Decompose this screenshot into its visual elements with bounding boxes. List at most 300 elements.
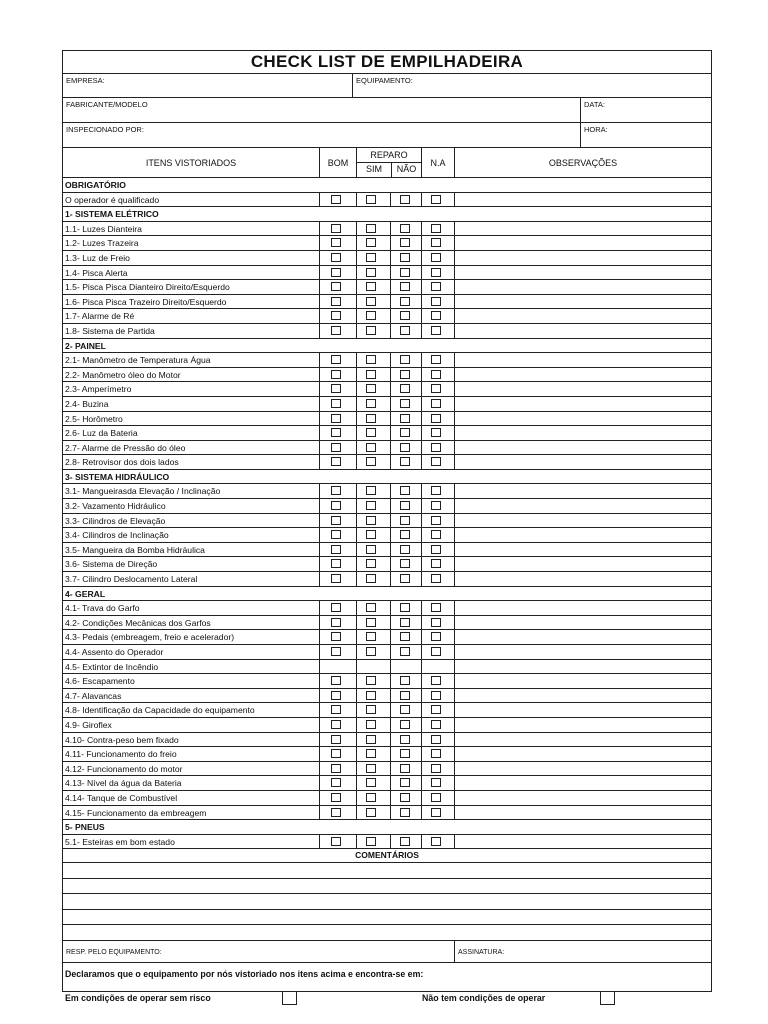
sim-checkbox[interactable] xyxy=(366,311,376,320)
nao-checkbox[interactable] xyxy=(400,574,410,583)
item-row xyxy=(63,572,711,587)
col-bom-cell xyxy=(319,791,356,805)
na-checkbox[interactable] xyxy=(431,443,441,452)
col-sim-cell xyxy=(356,601,390,615)
sim-checkbox[interactable] xyxy=(366,253,376,262)
comment-line[interactable] xyxy=(63,925,711,941)
observation-field[interactable] xyxy=(454,426,711,440)
sim-checkbox[interactable] xyxy=(366,457,376,466)
col-sim-cell xyxy=(356,280,390,294)
bom-checkbox[interactable] xyxy=(331,399,341,408)
na-checkbox[interactable] xyxy=(431,705,441,714)
bom-checkbox[interactable] xyxy=(331,195,341,204)
sim-checkbox[interactable] xyxy=(366,559,376,568)
col-sim-cell xyxy=(356,543,390,557)
observation-field[interactable] xyxy=(454,660,711,674)
col-sim-cell xyxy=(356,426,390,440)
observation-field[interactable] xyxy=(454,222,711,236)
bom-checkbox[interactable] xyxy=(331,647,341,656)
observation-field[interactable] xyxy=(454,295,711,309)
na-checkbox[interactable] xyxy=(431,326,441,335)
item-label: 2.2- Manômetro óleo do Motor xyxy=(65,369,181,380)
item-row xyxy=(63,455,711,470)
assinatura-field[interactable]: ASSINATURA: xyxy=(454,941,711,962)
nao-checkbox[interactable] xyxy=(400,676,410,685)
bom-checkbox[interactable] xyxy=(331,326,341,335)
nao-checkbox[interactable] xyxy=(400,355,410,364)
item-row xyxy=(63,689,711,704)
observation-field[interactable] xyxy=(454,791,711,805)
bom-checkbox[interactable] xyxy=(331,224,341,233)
na-checkbox[interactable] xyxy=(431,486,441,495)
na-checkbox[interactable] xyxy=(431,399,441,408)
observation-field[interactable] xyxy=(454,353,711,367)
observation-field[interactable] xyxy=(454,499,711,513)
nao-checkbox[interactable] xyxy=(400,808,410,817)
observation-field[interactable] xyxy=(454,572,711,586)
inspecionado-field[interactable]: INSPECIONADO POR: xyxy=(66,125,144,134)
bom-checkbox[interactable] xyxy=(331,837,341,846)
nao-checkbox[interactable] xyxy=(400,457,410,466)
na-checkbox[interactable] xyxy=(431,545,441,554)
col-nao-cell xyxy=(390,616,421,630)
fabricante-row xyxy=(63,98,711,123)
sim-checkbox[interactable] xyxy=(366,691,376,700)
item-row xyxy=(63,266,711,281)
col-bom-cell xyxy=(319,543,356,557)
sim-checkbox[interactable] xyxy=(366,647,376,656)
na-checkbox[interactable] xyxy=(431,647,441,656)
bom-checkbox[interactable] xyxy=(331,705,341,714)
comment-line[interactable] xyxy=(63,879,711,895)
observation-field[interactable] xyxy=(454,806,711,820)
nao-checkbox[interactable] xyxy=(400,486,410,495)
observation-field[interactable] xyxy=(454,674,711,688)
na-checkbox[interactable] xyxy=(431,618,441,627)
col-bom-cell xyxy=(319,689,356,703)
sim-checkbox[interactable] xyxy=(366,297,376,306)
na-checkbox[interactable] xyxy=(431,355,441,364)
item-label: O operador é qualificado xyxy=(65,194,160,205)
observation-field[interactable] xyxy=(454,266,711,280)
col-reparo-header xyxy=(356,148,421,177)
col-nao-cell xyxy=(390,455,421,469)
bom-checkbox[interactable] xyxy=(331,268,341,277)
item-label: 1.7- Alarme de Ré xyxy=(65,311,135,322)
bom-checkbox[interactable] xyxy=(331,355,341,364)
na-checkbox[interactable] xyxy=(431,720,441,729)
comment-line[interactable] xyxy=(63,894,711,910)
item-label: 2.4- Buzina xyxy=(65,398,109,409)
col-bom-cell xyxy=(319,645,356,659)
col-sim-cell xyxy=(356,382,390,396)
na-checkbox[interactable] xyxy=(431,268,441,277)
col-na-cell xyxy=(421,630,454,644)
sim-checkbox[interactable] xyxy=(366,384,376,393)
sim-checkbox[interactable] xyxy=(366,735,376,744)
col-bom-cell xyxy=(319,412,356,426)
bom-checkbox[interactable] xyxy=(331,384,341,393)
col-na-cell xyxy=(421,397,454,411)
observation-field[interactable] xyxy=(454,236,711,250)
na-checkbox[interactable] xyxy=(431,195,441,204)
bom-checkbox[interactable] xyxy=(331,735,341,744)
bom-checkbox[interactable] xyxy=(331,457,341,466)
nao-checkbox[interactable] xyxy=(400,399,410,408)
na-checkbox[interactable] xyxy=(431,574,441,583)
item-label: 4.9- Giroflex xyxy=(65,719,112,730)
col-sim-cell xyxy=(356,674,390,688)
col-nao-cell xyxy=(390,412,421,426)
item-label: 2.1- Manômetro de Temperatura Água xyxy=(65,355,211,366)
col-bom-cell xyxy=(319,222,356,236)
item-label: 3.3- Cilindros de Elevação xyxy=(65,515,166,526)
item-row xyxy=(63,353,711,368)
col-nao-cell xyxy=(390,791,421,805)
item-label: 4.8- Identificação da Capacidade do equipamento xyxy=(65,705,255,716)
section-row xyxy=(63,470,711,485)
observation-field[interactable] xyxy=(454,514,711,528)
col-na-header: N.A xyxy=(421,148,454,177)
observation-field[interactable] xyxy=(454,557,711,571)
sim-checkbox[interactable] xyxy=(366,720,376,729)
bom-checkbox[interactable] xyxy=(331,516,341,525)
bom-checkbox[interactable] xyxy=(331,632,341,641)
bom-checkbox[interactable] xyxy=(331,530,341,539)
observation-field[interactable] xyxy=(454,616,711,630)
nao-checkbox[interactable] xyxy=(400,764,410,773)
col-bom-cell xyxy=(319,353,356,367)
option-not-ok-checkbox[interactable] xyxy=(600,991,615,1005)
sim-checkbox[interactable] xyxy=(366,749,376,758)
hora-field[interactable]: HORA: xyxy=(580,123,711,147)
na-checkbox[interactable] xyxy=(431,735,441,744)
sim-checkbox[interactable] xyxy=(366,224,376,233)
observation-field[interactable] xyxy=(454,543,711,557)
col-na-cell xyxy=(421,499,454,513)
sim-checkbox[interactable] xyxy=(366,837,376,846)
na-checkbox[interactable] xyxy=(431,297,441,306)
nao-checkbox[interactable] xyxy=(400,326,410,335)
nao-checkbox[interactable] xyxy=(400,632,410,641)
col-na-cell xyxy=(421,762,454,776)
nao-checkbox[interactable] xyxy=(400,618,410,627)
section-row xyxy=(63,820,711,835)
sim-checkbox[interactable] xyxy=(366,268,376,277)
bom-checkbox[interactable] xyxy=(331,749,341,758)
col-bom-cell xyxy=(319,616,356,630)
nao-checkbox[interactable] xyxy=(400,384,410,393)
bom-checkbox[interactable] xyxy=(331,414,341,423)
items-list xyxy=(63,178,711,849)
nao-checkbox[interactable] xyxy=(400,691,410,700)
na-checkbox[interactable] xyxy=(431,778,441,787)
item-row xyxy=(63,280,711,295)
observation-field[interactable] xyxy=(454,689,711,703)
observation-field[interactable] xyxy=(454,601,711,615)
sim-checkbox[interactable] xyxy=(366,530,376,539)
sim-checkbox[interactable] xyxy=(366,370,376,379)
na-checkbox[interactable] xyxy=(431,691,441,700)
nao-checkbox[interactable] xyxy=(400,735,410,744)
sim-checkbox[interactable] xyxy=(366,705,376,714)
nao-checkbox[interactable] xyxy=(400,370,410,379)
nao-checkbox[interactable] xyxy=(400,545,410,554)
sim-checkbox[interactable] xyxy=(366,428,376,437)
nao-checkbox[interactable] xyxy=(400,559,410,568)
observation-field[interactable] xyxy=(454,484,711,498)
nao-checkbox[interactable] xyxy=(400,778,410,787)
sim-checkbox[interactable] xyxy=(366,574,376,583)
sim-checkbox[interactable] xyxy=(366,282,376,291)
bom-checkbox[interactable] xyxy=(331,486,341,495)
na-checkbox[interactable] xyxy=(431,676,441,685)
col-sim-cell xyxy=(356,324,390,338)
item-row xyxy=(63,236,711,251)
sim-checkbox[interactable] xyxy=(366,808,376,817)
item-label: 3.1- Mangueirasda Elevação / Inclinação xyxy=(65,486,221,497)
observation-field[interactable] xyxy=(454,412,711,426)
item-row xyxy=(63,601,711,616)
na-checkbox[interactable] xyxy=(431,516,441,525)
observation-field[interactable] xyxy=(454,441,711,455)
na-checkbox[interactable] xyxy=(431,808,441,817)
section-row xyxy=(63,587,711,602)
bom-checkbox[interactable] xyxy=(331,720,341,729)
item-row xyxy=(63,484,711,499)
na-checkbox[interactable] xyxy=(431,530,441,539)
na-checkbox[interactable] xyxy=(431,384,441,393)
na-checkbox[interactable] xyxy=(431,224,441,233)
col-nao-cell xyxy=(390,484,421,498)
item-row xyxy=(63,309,711,324)
empresa-field[interactable]: EMPRESA: xyxy=(66,76,105,85)
sim-checkbox[interactable] xyxy=(366,603,376,612)
nao-checkbox[interactable] xyxy=(400,501,410,510)
bom-checkbox[interactable] xyxy=(331,238,341,247)
nao-checkbox[interactable] xyxy=(400,428,410,437)
sim-checkbox[interactable] xyxy=(366,414,376,423)
col-na-cell xyxy=(421,543,454,557)
col-nao-cell xyxy=(390,703,421,717)
col-nao-cell xyxy=(390,835,421,849)
sim-checkbox[interactable] xyxy=(366,238,376,247)
option-ok-checkbox[interactable] xyxy=(282,991,297,1005)
sim-checkbox[interactable] xyxy=(366,764,376,773)
nao-checkbox[interactable] xyxy=(400,720,410,729)
section-title: 3- SISTEMA HIDRÁULICO xyxy=(65,471,170,482)
na-checkbox[interactable] xyxy=(431,793,441,802)
observation-field[interactable] xyxy=(454,645,711,659)
col-na-cell xyxy=(421,455,454,469)
na-checkbox[interactable] xyxy=(431,559,441,568)
bom-checkbox[interactable] xyxy=(331,603,341,612)
section-row xyxy=(63,178,711,193)
observation-field[interactable] xyxy=(454,368,711,382)
col-bom-cell xyxy=(319,324,356,338)
observation-field[interactable] xyxy=(454,703,711,717)
na-checkbox[interactable] xyxy=(431,370,441,379)
bom-checkbox[interactable] xyxy=(331,793,341,802)
bom-checkbox[interactable] xyxy=(331,428,341,437)
sim-checkbox[interactable] xyxy=(366,195,376,204)
sim-checkbox[interactable] xyxy=(366,545,376,554)
col-bom-cell xyxy=(319,236,356,250)
equipamento-field[interactable]: EQUIPAMENTO: xyxy=(352,74,711,97)
col-bom-cell xyxy=(319,499,356,513)
observation-field[interactable] xyxy=(454,776,711,790)
bom-checkbox[interactable] xyxy=(331,443,341,452)
observation-field[interactable] xyxy=(454,835,711,849)
section-row xyxy=(63,339,711,354)
sim-checkbox[interactable] xyxy=(366,501,376,510)
observation-field[interactable] xyxy=(454,455,711,469)
nao-checkbox[interactable] xyxy=(400,603,410,612)
col-na-cell xyxy=(421,368,454,382)
sim-checkbox[interactable] xyxy=(366,516,376,525)
col-nao-cell xyxy=(390,193,421,207)
sim-checkbox[interactable] xyxy=(366,676,376,685)
observation-field[interactable] xyxy=(454,251,711,265)
col-sim-cell xyxy=(356,455,390,469)
col-bom-cell xyxy=(319,806,356,820)
na-checkbox[interactable] xyxy=(431,837,441,846)
nao-checkbox[interactable] xyxy=(400,793,410,802)
bom-checkbox[interactable] xyxy=(331,808,341,817)
bom-checkbox[interactable] xyxy=(331,545,341,554)
bom-checkbox[interactable] xyxy=(331,764,341,773)
na-checkbox[interactable] xyxy=(431,311,441,320)
col-nao-cell xyxy=(390,718,421,732)
item-row xyxy=(63,368,711,383)
sim-checkbox[interactable] xyxy=(366,399,376,408)
sim-checkbox[interactable] xyxy=(366,443,376,452)
sim-checkbox[interactable] xyxy=(366,486,376,495)
col-bom-cell xyxy=(319,514,356,528)
nao-checkbox[interactable] xyxy=(400,297,410,306)
na-checkbox[interactable] xyxy=(431,414,441,423)
observation-field[interactable] xyxy=(454,397,711,411)
item-row xyxy=(63,616,711,631)
comment-line[interactable] xyxy=(63,910,711,926)
nao-checkbox[interactable] xyxy=(400,238,410,247)
observation-field[interactable] xyxy=(454,382,711,396)
sim-checkbox[interactable] xyxy=(366,618,376,627)
col-na-cell xyxy=(421,280,454,294)
observation-field[interactable] xyxy=(454,280,711,294)
observation-field[interactable] xyxy=(454,309,711,323)
na-checkbox[interactable] xyxy=(431,457,441,466)
comment-line[interactable] xyxy=(63,863,711,879)
nao-checkbox[interactable] xyxy=(400,837,410,846)
nao-checkbox[interactable] xyxy=(400,311,410,320)
col-bom-cell xyxy=(319,382,356,396)
na-checkbox[interactable] xyxy=(431,253,441,262)
nao-checkbox[interactable] xyxy=(400,705,410,714)
bom-checkbox[interactable] xyxy=(331,370,341,379)
col-na-cell xyxy=(421,484,454,498)
nao-checkbox[interactable] xyxy=(400,253,410,262)
col-bom-cell xyxy=(319,280,356,294)
sim-checkbox[interactable] xyxy=(366,355,376,364)
na-checkbox[interactable] xyxy=(431,282,441,291)
nao-checkbox[interactable] xyxy=(400,282,410,291)
item-label: 4.11- Funcionamento do freio xyxy=(65,749,177,760)
sim-checkbox[interactable] xyxy=(366,326,376,335)
data-field[interactable]: DATA: xyxy=(580,98,711,122)
bom-checkbox[interactable] xyxy=(331,691,341,700)
col-sim-cell xyxy=(356,660,390,674)
resp-field[interactable]: RESP. PELO EQUIPAMENTO: xyxy=(66,948,162,956)
bom-checkbox[interactable] xyxy=(331,778,341,787)
observation-field[interactable] xyxy=(454,630,711,644)
na-checkbox[interactable] xyxy=(431,749,441,758)
col-bom-cell xyxy=(319,397,356,411)
bom-checkbox[interactable] xyxy=(331,311,341,320)
observation-field[interactable] xyxy=(454,747,711,761)
na-checkbox[interactable] xyxy=(431,764,441,773)
observation-field[interactable] xyxy=(454,193,711,207)
col-nao-cell xyxy=(390,499,421,513)
nao-checkbox[interactable] xyxy=(400,749,410,758)
sim-checkbox[interactable] xyxy=(366,793,376,802)
col-na-cell xyxy=(421,441,454,455)
nao-checkbox[interactable] xyxy=(400,516,410,525)
col-sim-cell xyxy=(356,484,390,498)
nao-checkbox[interactable] xyxy=(400,530,410,539)
observation-field[interactable] xyxy=(454,762,711,776)
na-checkbox[interactable] xyxy=(431,428,441,437)
bom-checkbox[interactable] xyxy=(331,559,341,568)
observation-field[interactable] xyxy=(454,733,711,747)
na-checkbox[interactable] xyxy=(431,632,441,641)
nao-checkbox[interactable] xyxy=(400,268,410,277)
bom-checkbox[interactable] xyxy=(331,574,341,583)
col-na-cell xyxy=(421,295,454,309)
bom-checkbox[interactable] xyxy=(331,676,341,685)
bom-checkbox[interactable] xyxy=(331,618,341,627)
na-checkbox[interactable] xyxy=(431,238,441,247)
nao-checkbox[interactable] xyxy=(400,414,410,423)
nao-checkbox[interactable] xyxy=(400,195,410,204)
bom-checkbox[interactable] xyxy=(331,253,341,262)
col-sim-cell xyxy=(356,368,390,382)
nao-checkbox[interactable] xyxy=(400,224,410,233)
fabricante-field[interactable]: FABRICANTE/MODELO xyxy=(66,100,148,109)
col-nao-cell xyxy=(390,733,421,747)
item-label: 3.7- Cilindro Deslocamento Lateral xyxy=(65,574,198,585)
bom-checkbox[interactable] xyxy=(331,282,341,291)
na-checkbox[interactable] xyxy=(431,603,441,612)
section-title: 1- SISTEMA ELÉTRICO xyxy=(65,209,159,220)
col-nao-cell xyxy=(390,397,421,411)
nao-checkbox[interactable] xyxy=(400,443,410,452)
sim-checkbox[interactable] xyxy=(366,778,376,787)
bom-checkbox[interactable] xyxy=(331,501,341,510)
bom-checkbox[interactable] xyxy=(331,297,341,306)
observation-field[interactable] xyxy=(454,718,711,732)
item-label: 4.5- Extintor de Incêndio xyxy=(65,661,159,672)
observation-field[interactable] xyxy=(454,324,711,338)
col-bom-cell xyxy=(319,835,356,849)
sim-checkbox[interactable] xyxy=(366,632,376,641)
col-bom-cell xyxy=(319,733,356,747)
nao-checkbox[interactable] xyxy=(400,647,410,656)
col-na-cell xyxy=(421,251,454,265)
observation-field[interactable] xyxy=(454,528,711,542)
na-checkbox[interactable] xyxy=(431,501,441,510)
signature-row xyxy=(63,941,711,963)
